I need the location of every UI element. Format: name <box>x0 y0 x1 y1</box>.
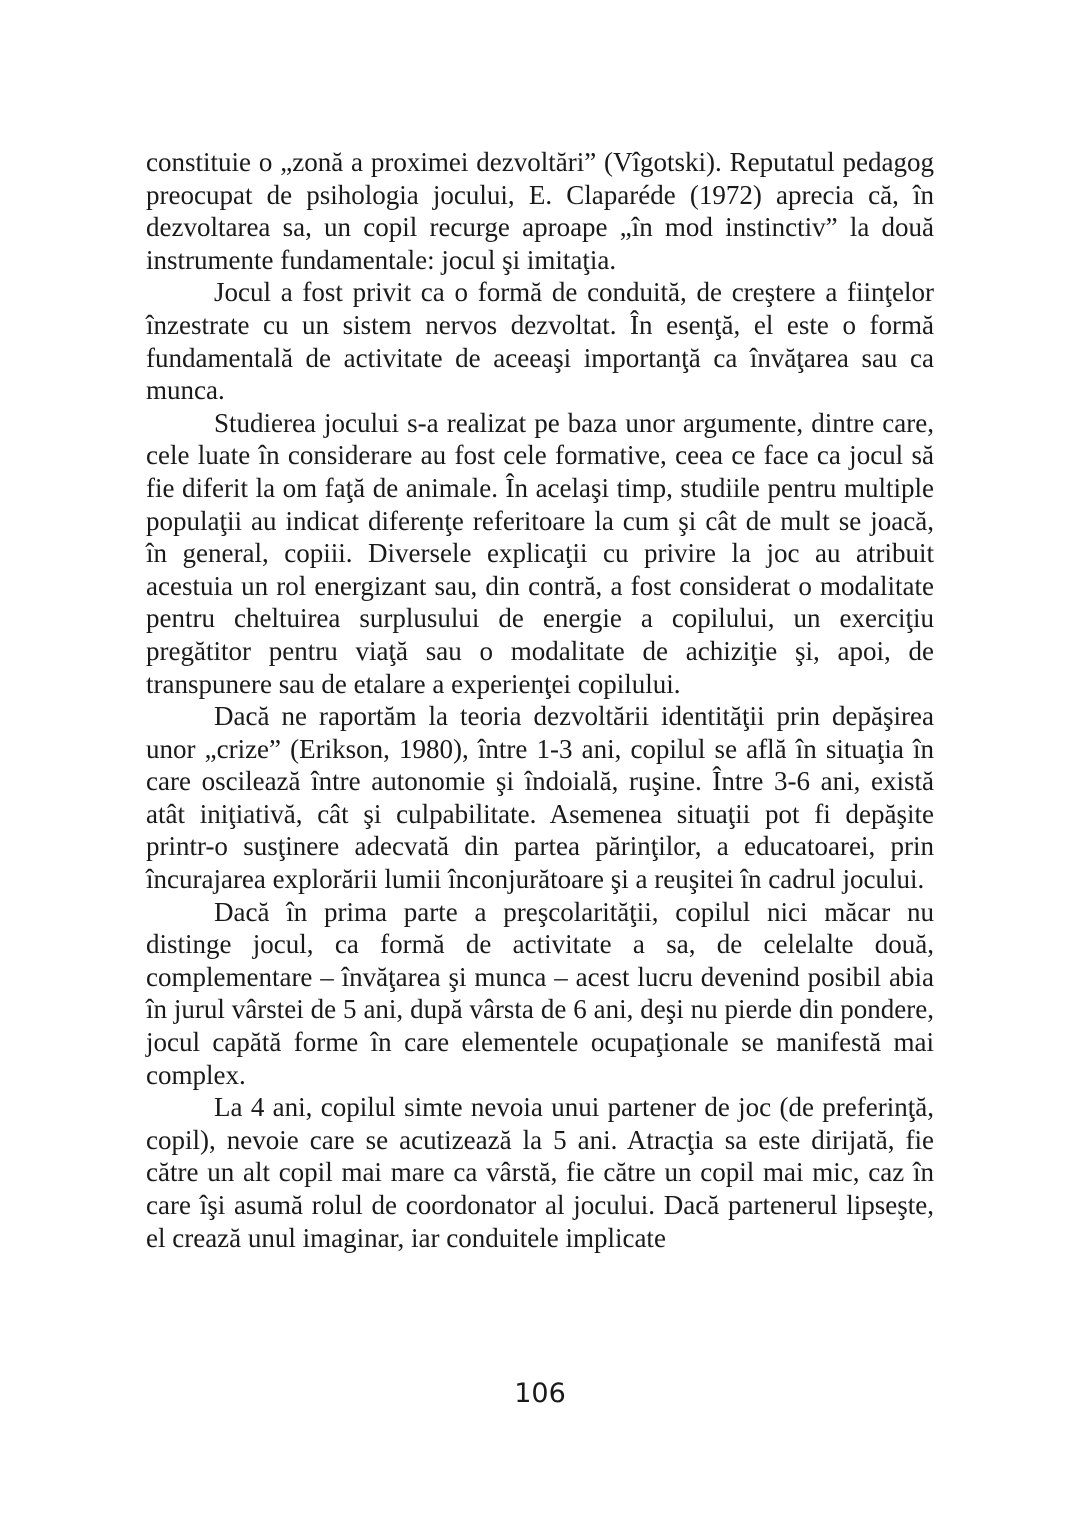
paragraph: Jocul a fost privit ca o formă de conduită, de creştere a fiinţelor înzestrate cu un sistem nervos dezvoltat. În esenţă, el este o formă fundamentală de activitate de aceeaşi importanţă ca învăţarea sau ca munca. <box>146 277 934 406</box>
body-text <box>146 146 934 1254</box>
paragraph: Studierea jocului s-a realizat pe baza unor argumente, dintre care, cele luate în considerare au fost cele formative, ceea ce face ca jocul să fie diferit la om faţă de animale. În acelaşi timp, studiile pentru multiple populaţii au indicat diferenţe referitoare la cum şi cât de mult se joacă, în general, copiii. Diversele explicaţii cu privire la joc au atribuit acestuia un rol energizant sau, din contră, a fost considerat o modalitate pentru cheltuirea surplusului de energie a copilului, un exerciţiu pregătitor pentru viaţă sau o modalitate de achiziţie şi, apoi, de transpunere sau de etalare a experienţei copilului. <box>146 407 934 699</box>
paragraph: La 4 ani, copilul simte nevoia unui partener de joc (de preferinţă, copil), nevoie care se acutizează la 5 ani. Atracţia sa este dirijată, fie către un alt copil mai mare ca vârstă, fie către un copil mai mic, caz în care îşi asumă rolul de coordonator al jocului. Dacă partenerul lipseşte, el crează unul imaginar, iar conduitele implicate <box>146 1092 934 1253</box>
page-number: 106 <box>514 1378 566 1409</box>
paragraph: Dacă ne raportăm la teoria dezvoltării identităţii prin depăşirea unor „crize” (Erikson, 1980), între 1-3 ani, copilul se află în situaţia în care oscilează între autonomie şi îndoială, ruşine. Între 3-6 ani, există atât iniţiativă, cât şi culpabilitate. Asemenea situaţii pot fi depăşite printr-o susţinere adecvată din partea părinţilor, a educatoarei, prin încurajarea explorării lumii înconjurătoare şi a reuşitei în cadrul jocului. <box>146 701 934 895</box>
paragraph: Dacă în prima parte a preşcolarităţii, copilul nici măcar nu distinge jocul, ca formă de activitate a sa, de celelalte două, complementare – învăţarea şi munca – acest lucru devenind posibil abia în jurul vârstei de 5 ani, după vârsta de 6 ani, deşi nu pierde din pondere, jocul capătă forme în care elementele ocupaţionale se manifestă mai complex. <box>146 896 934 1090</box>
paragraph-continuation: constituie o „zonă a proximei dezvoltări” (Vîgotski). Reputatul pedagog preocupat de psihologia jocului, E. Claparéde (1972) aprecia că, în dezvoltarea sa, un copil recurge aproape „în mod instinctiv” la două instrumente fundamentale: jocul şi imitaţia. <box>146 147 934 275</box>
